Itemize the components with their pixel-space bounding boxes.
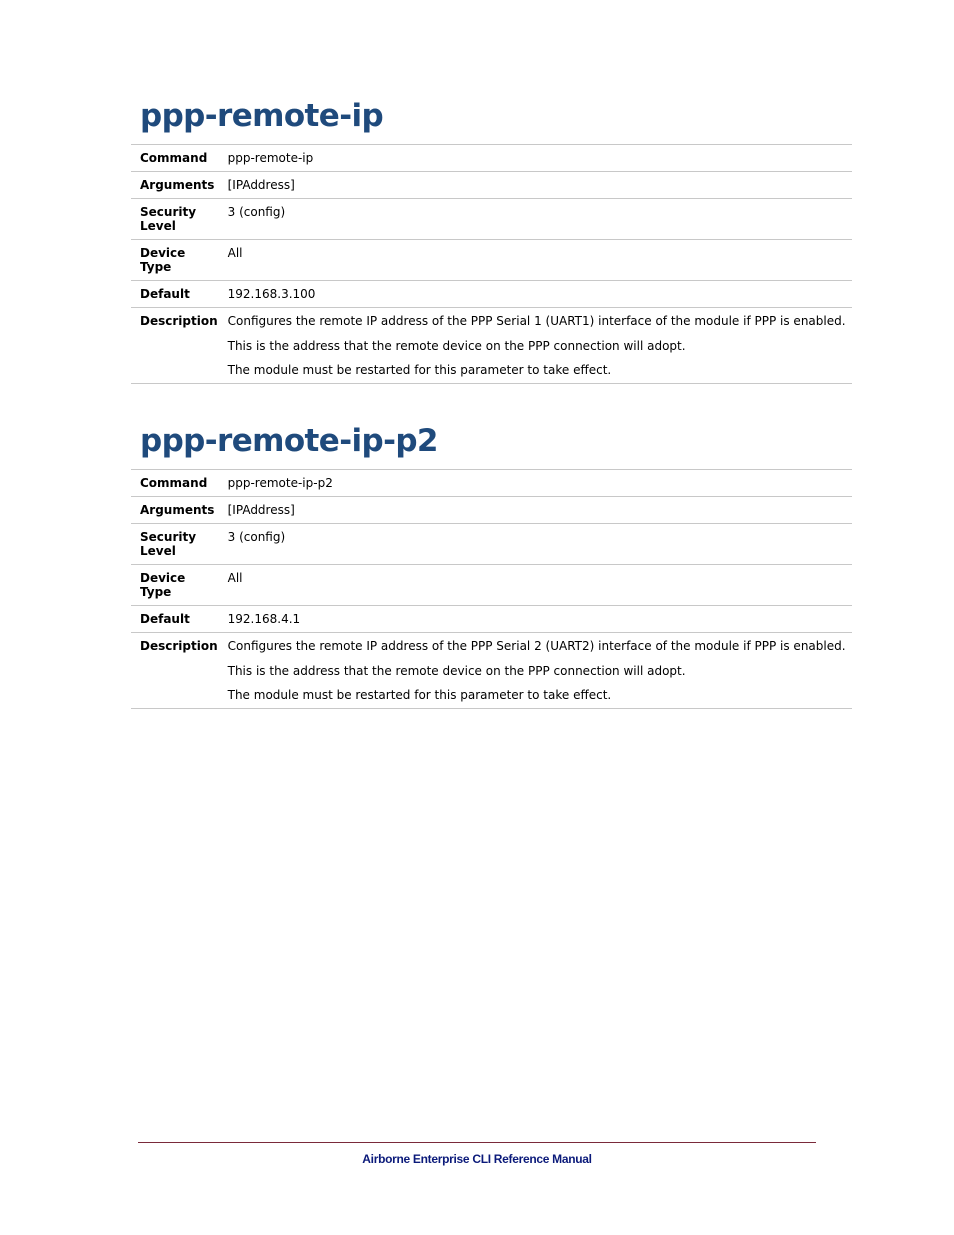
table-row <box>131 172 852 199</box>
row-label: Description <box>131 633 218 709</box>
table-row <box>131 565 852 606</box>
description-line: Configures the remote IP address of the PPP Serial 1 (UART1) interface of the module if PPP is enabled. <box>227 314 846 328</box>
row-label: Default <box>131 281 218 308</box>
table-row <box>131 281 852 308</box>
table-row <box>131 524 852 565</box>
description-line: The module must be restarted for this parameter to take effect. <box>227 363 612 377</box>
row-value: ppp-remote-ip <box>218 145 852 172</box>
row-value: All <box>218 565 852 606</box>
description-line: This is the address that the remote device on the PPP connection will adopt. <box>227 338 686 353</box>
row-value: 3 (config) <box>218 524 852 565</box>
row-label: Command <box>131 145 218 172</box>
command-section <box>131 94 846 384</box>
table-row <box>131 308 852 384</box>
command-parameter-table <box>131 144 852 384</box>
footer-divider <box>138 1142 816 1143</box>
description-line: This is the address that the remote device on the PPP connection will adopt. <box>227 663 686 678</box>
command-parameter-table <box>131 469 852 709</box>
row-label: Device Type <box>131 565 218 606</box>
row-label: Arguments <box>131 172 218 199</box>
description-line: The module must be restarted for this parameter to take effect. <box>227 688 612 702</box>
row-label: Security Level <box>131 199 218 240</box>
row-label: Device Type <box>131 240 218 281</box>
table-row <box>131 497 852 524</box>
table-row <box>131 470 852 497</box>
command-heading: ppp-remote-ip <box>140 98 384 134</box>
row-label: Default <box>131 606 218 633</box>
footer-title: Airborne Enterprise CLI Reference Manual <box>362 1152 592 1166</box>
row-value: All <box>218 240 852 281</box>
command-heading: ppp-remote-ip-p2 <box>140 423 438 459</box>
row-label: Security Level <box>131 524 218 565</box>
row-label: Arguments <box>131 497 218 524</box>
row-label: Description <box>131 308 218 384</box>
command-section <box>131 419 846 709</box>
description-value <box>218 308 852 384</box>
row-value: [IPAddress] <box>218 172 852 199</box>
table-row <box>131 633 852 709</box>
table-row <box>131 145 852 172</box>
table-row <box>131 240 852 281</box>
table-row <box>131 199 852 240</box>
table-row <box>131 606 852 633</box>
description-value <box>218 633 852 709</box>
row-value: ppp-remote-ip-p2 <box>218 470 852 497</box>
row-label: Command <box>131 470 218 497</box>
row-value: 192.168.3.100 <box>218 281 852 308</box>
row-value: 192.168.4.1 <box>218 606 852 633</box>
description-line: Configures the remote IP address of the PPP Serial 2 (UART2) interface of the module if PPP is enabled. <box>227 639 846 653</box>
row-value: 3 (config) <box>218 199 852 240</box>
row-value: [IPAddress] <box>218 497 852 524</box>
